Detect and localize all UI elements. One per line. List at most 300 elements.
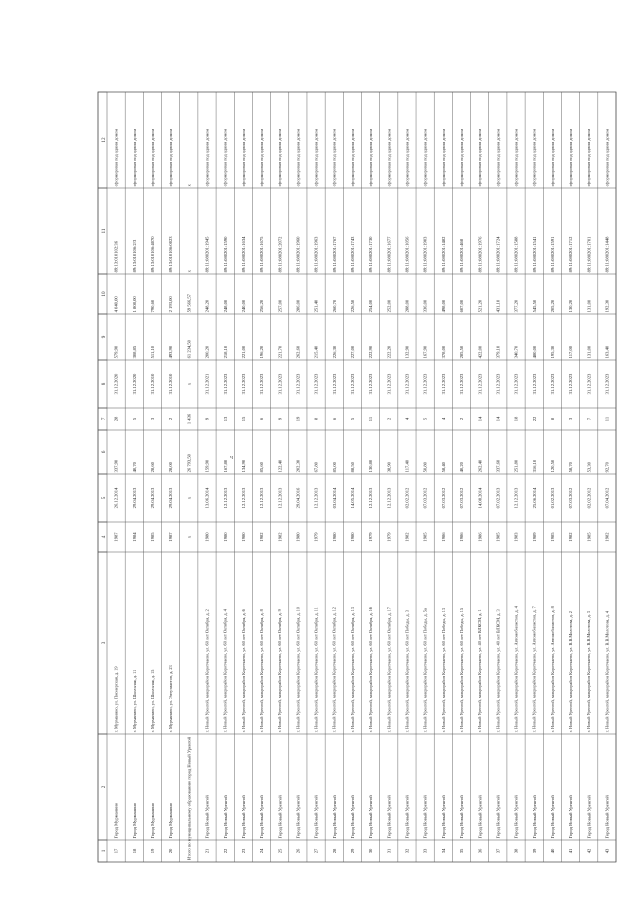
subtotal-row [186, 92, 198, 862]
table-cell: 192,30 [604, 299, 610, 313]
table-cell: 89:11:080201:1976 [477, 236, 483, 273]
table-cell: 1989 [531, 532, 537, 542]
table-cell: сформирован под одним домом [495, 128, 501, 187]
table-cell: 1985 [495, 532, 501, 542]
table-cell: 6 [331, 417, 337, 421]
table-cell: 12.12.2013 [513, 487, 519, 509]
table-cell: сформирован под одним домом [168, 128, 174, 187]
table-cell: г. Новый Уренгой, микрорайон Коротчаево, ул. Автомобилистов, д. 7 [531, 606, 537, 733]
table-cell: 31.12.2023 [295, 373, 301, 395]
table-cell: 336,00 [422, 299, 428, 313]
table-cell: 24 [259, 848, 265, 854]
table-cell: 31.12.2023 [386, 373, 392, 395]
table-cell: 89:13:010106:0023 [168, 236, 174, 273]
table-cell: 89:11:080201:1945 [204, 236, 210, 273]
table-cell: сформирован под одним домом [513, 128, 519, 187]
table-cell: г. Новый Уренгой, микрорайон Коротчаево, ул. 60 лет Октября, д. 13 [349, 607, 355, 733]
table-cell: 31.12.2020 [113, 373, 119, 395]
table-cell: 89:13:010102:36 [113, 240, 119, 273]
table-cell: 4 [404, 417, 410, 421]
table-cell: 240,00 [240, 299, 246, 313]
table-cell: Город Новый Уренгой [259, 795, 265, 839]
table-cell: г. Новый Уренгой, микрорайон Коротчаево, ул. 40 лет ВЛКСМ, д. 1 [477, 609, 483, 733]
table-cell: Город Новый Уренгой [404, 795, 410, 839]
table-cell: сформирован под одним домом [331, 128, 337, 187]
table-cell: 31.12.2023 [404, 373, 410, 395]
table-cell: 89:11:080201:1482 [440, 236, 446, 273]
table-cell: 07.04.2012 [604, 487, 610, 509]
table-cell: 1987 [168, 532, 174, 542]
column-number: 4 [100, 535, 107, 539]
table-cell: 251,40 [313, 299, 319, 313]
table-cell: 25.06.2014 [531, 487, 537, 509]
table-cell: 1984 [131, 532, 137, 542]
table-cell: 21 [204, 848, 210, 854]
table-row [368, 92, 380, 862]
column-number: 11 [100, 228, 107, 234]
table-cell: 1980 [295, 532, 301, 542]
table-cell: 40,20 [459, 462, 465, 473]
table-cell: 89:11:080201:1712 [568, 236, 574, 273]
table-cell: 117,40 [404, 459, 410, 473]
table-cell: 12.12.2013 [313, 487, 319, 509]
table-cell: Город Новый Уренгой [313, 795, 319, 839]
table-cell: 29.04.2013 [131, 487, 137, 509]
table-cell: 790,60 [150, 299, 156, 313]
table-cell: 221,00 [240, 345, 246, 359]
table-cell: 17 [113, 848, 119, 854]
table-cell: 58,40 [440, 462, 446, 473]
table-cell: 30 [368, 848, 374, 854]
table-cell: 42 [586, 848, 592, 854]
table-cell: 31.12.2023 [549, 373, 555, 395]
table-cell: Город Новый Уренгой [222, 795, 228, 839]
table-cell: 1980 [331, 532, 337, 542]
table-row [132, 92, 144, 862]
table-cell: 607,00 [459, 299, 465, 313]
table-cell: 85,00 [331, 462, 337, 473]
table-cell: Город Новый Уренгой [549, 795, 555, 839]
table-cell: г. Новый Уренгой, микрорайон Коротчаево, ул. 60 лет Победы, д. 5а [422, 608, 428, 733]
table-cell: сформирован под одним домом [204, 128, 210, 187]
table-cell: 28,00 [168, 462, 174, 473]
table-cell: x [186, 535, 192, 539]
table-cell: 14 [477, 416, 483, 422]
table-cell: 1983 [513, 532, 519, 542]
table-cell: г. Новый Уренгой, микрорайон Коротчаево, ул. В.В.Молотова, д. 4 [604, 611, 610, 733]
table-cell: 11 [368, 416, 374, 422]
table-cell: 22 [222, 848, 228, 854]
table-cell: сформирован под одним домом [131, 128, 137, 187]
table-cell: 59 566,57 [186, 294, 192, 313]
table-cell: 200,20 [204, 345, 210, 359]
column-number: 8 [100, 382, 107, 386]
table-cell: 28 [331, 848, 337, 854]
table-cell: 1985 [549, 532, 555, 542]
table-cell: 41 [568, 848, 574, 854]
table-cell: 262,40 [477, 459, 483, 473]
table-cell: Город Новый Уренгой [477, 795, 483, 839]
table-cell: сформирован под одним домом [386, 128, 392, 187]
table-cell: 58,70 [568, 462, 574, 473]
table-cell: 31.12.2010 [150, 373, 156, 395]
table-cell: 31.12.2021 [204, 373, 210, 395]
table-cell: 1982 [259, 532, 265, 542]
table-cell: 89:13:010106:2/3 [131, 239, 137, 273]
table-cell: Город Новый Уренгой [204, 795, 210, 839]
table-cell: г. Новый Уренгой, микрорайон Коротчаево, ул. 60 лет Победы, д. 15 [458, 607, 464, 733]
table-cell: Город Новый Уренгой [368, 795, 374, 839]
stray-mark: ч [230, 455, 234, 461]
table-cell: 1 436 [186, 413, 192, 425]
table-cell: 1985 [150, 532, 156, 542]
table-cell: сформирован под одним домом [368, 128, 374, 187]
table-cell: 26 [295, 848, 301, 854]
table-cell: 27 [313, 848, 319, 854]
table-cell: 12.12.2013 [368, 487, 374, 509]
table-cell: 32 [404, 848, 410, 854]
table-row [150, 92, 162, 862]
table-cell: 9 [277, 417, 283, 421]
table-cell: 480,00 [531, 345, 537, 359]
table-cell: 1979 [386, 532, 392, 542]
table-cell: 67,80 [313, 462, 319, 473]
table-cell: сформирован под одним домом [404, 128, 410, 187]
table-row [586, 92, 598, 862]
table-cell: 31.12.2023 [350, 373, 356, 395]
table-cell: 22 [531, 416, 537, 422]
table-cell: 31.12.2023 [495, 373, 501, 395]
table-cell: 03.04.2014 [331, 487, 337, 509]
table-cell: Город Новый Уренгой [531, 795, 537, 839]
table-cell: сформирован под одним домом [295, 128, 301, 187]
table-cell: 92,70 [604, 462, 610, 473]
table-cell: сформирован под одним домом [149, 128, 155, 187]
table-cell: 02.02.2012 [586, 487, 592, 509]
table-cell: 89:11:080201:1903 [422, 236, 428, 273]
table-cell: 89:11:080201:1767 [331, 236, 337, 273]
column-number: 12 [100, 137, 107, 143]
table-cell: 1986 [477, 532, 483, 542]
table-cell: 31.12.2023 [531, 373, 537, 395]
table-cell: 122,40 [277, 459, 283, 473]
table-cell: 222,90 [368, 345, 374, 359]
table-cell: 23 [240, 848, 246, 854]
table-cell: 31.12.2023 [368, 373, 374, 395]
table-cell: сформирован под одним домом [277, 128, 283, 187]
table-cell: 493,90 [168, 345, 174, 359]
table-cell: 31.12.2020 [131, 373, 137, 395]
table-cell: 377,20 [513, 299, 519, 313]
table-cell: 337,90 [113, 459, 119, 473]
table-cell: 26.12.2014 [113, 487, 119, 509]
table-cell: 218,10 [222, 345, 228, 359]
table-cell: г. Новый Уренгой, микрорайон Коротчаево, ул. 60 лет Октября, д. 6 [240, 609, 246, 733]
table-cell: 378,00 [440, 345, 446, 359]
table-cell: 31.12.2023 [240, 373, 246, 395]
table-row [204, 92, 216, 862]
table-cell: 215,40 [313, 345, 319, 359]
table-cell: 131,00 [586, 345, 592, 359]
table-cell: г. Новый Уренгой, микрорайон Коротчаево, ул. 60 лет Октября, д. 2 [204, 609, 210, 733]
table-cell: 33 [422, 848, 428, 854]
table-cell: 07.03.2012 [440, 487, 446, 509]
table-cell: 167,80 [222, 459, 228, 473]
table-cell: Город Мурманино [168, 802, 174, 839]
table-row [223, 92, 235, 862]
table-cell: 31 [386, 848, 392, 854]
table-cell: 511,10 [150, 345, 156, 359]
table-cell: г. Новый Уренгой, микрорайон Коротчаево, ул. 60 лет Победы, д. 13 [440, 607, 446, 733]
table-cell: 85,60 [259, 462, 265, 473]
table-cell: 120,50 [549, 459, 555, 473]
table-cell: 132,90 [404, 345, 410, 359]
table-cell: 202,30 [295, 459, 301, 473]
table-cell: 248,20 [204, 299, 210, 313]
table-cell: 14.08.2014 [477, 487, 483, 509]
table-cell: сформирован под одним домом [349, 128, 355, 187]
table-cell: 31.12.2023 [604, 373, 610, 395]
table-cell: 89:13:010106:4070 [150, 236, 156, 273]
table-row [168, 92, 180, 862]
table-cell: Город Новый Уренгой [295, 795, 301, 839]
table-cell: 2 [459, 417, 465, 421]
table-cell: Город Новый Уренгой [350, 795, 356, 839]
table-cell: 1986 [459, 532, 465, 542]
table-cell: 1979 [368, 532, 374, 542]
table-cell: 88,50 [350, 462, 356, 473]
table-cell: 286,00 [295, 299, 301, 313]
table-cell: Город Новый Уренгой [331, 795, 337, 839]
table-cell: 26 793,50 [186, 454, 192, 473]
table-cell: 89:11:080201:1963 [313, 236, 319, 273]
table-cell: 8 [313, 417, 319, 421]
table-row [350, 92, 362, 862]
table-cell: 89:11:080201:1724 [495, 236, 501, 273]
table-cell: 13.06.2014 [204, 487, 210, 509]
table-cell: сформирован под одним домом [422, 128, 428, 187]
table-cell: 39 [531, 848, 537, 854]
table-cell: 34 [440, 848, 446, 854]
table-cell: сформирован под одним домом [586, 128, 592, 187]
table-cell: 254,00 [368, 299, 374, 313]
table-row [441, 92, 453, 862]
table-cell: 2 193,00 [168, 296, 174, 313]
table-cell: 19 [295, 416, 301, 422]
table-cell: 89:11:080201:1591 [549, 236, 555, 273]
table-cell: 12.12.2013 [277, 487, 283, 509]
table-cell: 89:11:080201:1675 [259, 236, 265, 273]
table-cell: Город Новый Уренгой [586, 795, 592, 839]
table-cell: сформирован под одним домом [604, 128, 610, 187]
table-cell: 89:11:080201:1743 [350, 236, 356, 273]
table-cell: 1 808,00 [131, 296, 137, 313]
table-cell: 260,70 [331, 299, 337, 313]
table-cell: 196,20 [259, 345, 265, 359]
table-cell: г. Новый Уренгой, микрорайон Коротчаево, ул. 60 лет Октября, д. 10 [295, 607, 301, 733]
table-cell: 25 [277, 848, 283, 854]
table-cell: 15 [240, 416, 246, 422]
table-cell: 251,80 [513, 459, 519, 473]
table-cell: 29 [350, 848, 356, 854]
table-cell: 5 [422, 417, 428, 421]
table-cell: Город Мурманино [131, 802, 137, 839]
table-cell: 1980 [204, 532, 210, 542]
table-cell: 50,80 [422, 462, 428, 473]
table-cell: 1986 [440, 532, 446, 542]
table-row [277, 92, 289, 862]
table-cell: 89:11:080201:2072 [277, 236, 283, 273]
table-cell: Город Новый Уренгой [386, 795, 392, 839]
table-cell: г. Новый Уренгой, микрорайон Коротчаево, ул. 60 лет Победы, д. 3 [404, 610, 410, 733]
table-cell: 31.12.2023 [222, 373, 228, 395]
table-cell: Город Новый Уренгой [513, 795, 519, 839]
table-cell: 4 [440, 417, 446, 421]
table-cell: 38 [513, 848, 519, 854]
table-cell: 31.12.2023 [568, 373, 574, 395]
table-cell: 285,50 [459, 345, 465, 359]
table-cell: 43 [604, 848, 610, 854]
table-cell: 521,20 [477, 299, 483, 313]
table-cell: 11 [604, 416, 610, 422]
table-row [386, 92, 398, 862]
table-cell: 29.04.2013 [150, 487, 156, 509]
table-cell: x [186, 382, 192, 386]
table-cell: 12.12.2013 [240, 487, 246, 509]
table-cell: 256,20 [259, 299, 265, 313]
rotated-table [98, 92, 616, 862]
table-cell: сформирован под одним домом [477, 128, 483, 187]
table-cell: 1987 [113, 532, 119, 542]
table-cell: 195,30 [549, 345, 555, 359]
table-cell: 13 [222, 416, 228, 422]
table-cell: 89:11:080201:1677 [386, 236, 392, 273]
table-cell: 89:11:080201:1960 [295, 236, 301, 273]
table-cell: 6 [259, 417, 265, 421]
table-row [259, 92, 271, 862]
table-cell: 31.12.2023 [331, 373, 337, 395]
table-cell: 1980 [240, 532, 246, 542]
table-cell: 07.02.2013 [495, 487, 501, 509]
table-row [332, 92, 344, 862]
table-cell: 89:11:080201:1541 [531, 236, 537, 273]
table-cell: 257,00 [277, 299, 283, 313]
table-cell: 40 [549, 848, 555, 854]
table-cell: 89:11:080201:1056 [404, 236, 410, 273]
table-cell: 316,10 [531, 459, 537, 473]
table-cell: 1985 [586, 532, 592, 542]
table-cell: 35 [459, 848, 465, 854]
table-cell: 226,50 [350, 299, 356, 313]
table-cell: 262,60 [295, 345, 301, 359]
table-cell: 205,20 [549, 299, 555, 313]
table-cell: 31.12.2023 [259, 373, 265, 395]
table-cell: 07.03.2012 [459, 487, 465, 509]
table-cell: сформирован под одним домом [259, 128, 265, 187]
table-cell: 226,30 [331, 345, 337, 359]
table-cell: 222,20 [386, 345, 392, 359]
table-cell: 12.12.2013 [386, 487, 392, 509]
table-cell: г. Новый Уренгой, микрорайон Коротчаево, ул. 60 лет Октября, д. 8 [259, 609, 265, 733]
table-cell: 31.12.2023 [313, 373, 319, 395]
table-cell: x [186, 270, 192, 273]
table-cell: 422,00 [477, 345, 483, 359]
table-cell: г. Новый Уренгой, микрорайон Коротчаево, ул. 60 лет Октября, д. 11 [313, 607, 319, 733]
table-cell: 1985 [422, 532, 428, 542]
table-cell: 1982 [277, 532, 283, 542]
table-cell: 89:11:080201:1590 [222, 236, 228, 273]
table-cell: 1980 [350, 532, 356, 542]
table-cell: 18 [131, 848, 137, 854]
table-cell: сформирован под одним домом [531, 128, 537, 187]
table-cell: 248,00 [222, 299, 228, 313]
table-cell: 252,00 [386, 299, 392, 313]
table-cell: 9 [204, 417, 210, 421]
table-cell: 379,10 [495, 345, 501, 359]
table-cell: 134,90 [240, 459, 246, 473]
table-cell: 89:11:080201:1448 [604, 236, 610, 273]
table-row [241, 92, 253, 862]
table-cell: 163,40 [604, 345, 610, 359]
table-row [114, 92, 126, 862]
table-cell: 89:11:080201:1588 [513, 236, 519, 273]
table-cell: сформирован под одним домом [568, 128, 574, 187]
table-cell: Город Новый Уренгой [459, 795, 465, 839]
table-cell: 89:11:080201:1634 [240, 236, 246, 273]
table-cell: Город Новый Уренгой [495, 795, 501, 839]
table-row [423, 92, 435, 862]
table-cell: 4 040,00 [113, 296, 119, 313]
table-row [404, 92, 416, 862]
table-cell: 308,85 [131, 345, 137, 359]
table-cell: x [186, 184, 192, 187]
table-cell: 14.05.2014 [350, 487, 356, 509]
table-cell: x [186, 496, 192, 500]
table-cell: 89:11:080201:468 [459, 238, 465, 273]
table-row [568, 92, 580, 862]
table-cell: Город Новый Уренгой [240, 795, 246, 839]
column-number: 9 [100, 335, 107, 339]
table-cell: 02.02.2012 [404, 487, 410, 509]
column-number: 1 [100, 849, 107, 853]
table-cell: 28,60 [150, 462, 156, 473]
table-row [314, 92, 326, 862]
table-row [459, 92, 471, 862]
table-cell: сформирован под одним домом [313, 128, 319, 187]
table-cell: 07.03.2012 [568, 487, 574, 509]
table-cell: 31.12.2023 [477, 373, 483, 395]
table-cell: 38,90 [386, 462, 392, 473]
table-cell: 221,70 [277, 345, 283, 359]
table-cell: г. Новый Уренгой, микрорайон Коротчаево, ул. Автомобилистов, д. 4 [513, 606, 519, 733]
table-cell: Город Мурманино [150, 802, 156, 839]
table-cell: Город Новый Уренгой [440, 795, 446, 839]
table-row [604, 92, 616, 862]
table-cell: сформирован под одним домом [222, 128, 228, 187]
table-cell: 31.12.2023 [586, 373, 592, 395]
table-cell: 288,00 [404, 299, 410, 313]
table-row [514, 92, 526, 862]
table-cell: 227,00 [350, 345, 356, 359]
table-cell: 337,60 [495, 459, 501, 473]
table-cell: 29.04.2013 [168, 487, 174, 509]
table-cell: Город Новый Уренгой [568, 795, 574, 839]
table-cell: 12.12.2013 [222, 487, 228, 509]
table-cell: 29.04.2016 [295, 487, 301, 509]
table-cell: г. Мурманино, ул. Школьная, д. 15 [149, 669, 155, 733]
table-cell: 89:11:080201:1701 [586, 236, 592, 273]
table-cell: 3 [150, 417, 156, 421]
